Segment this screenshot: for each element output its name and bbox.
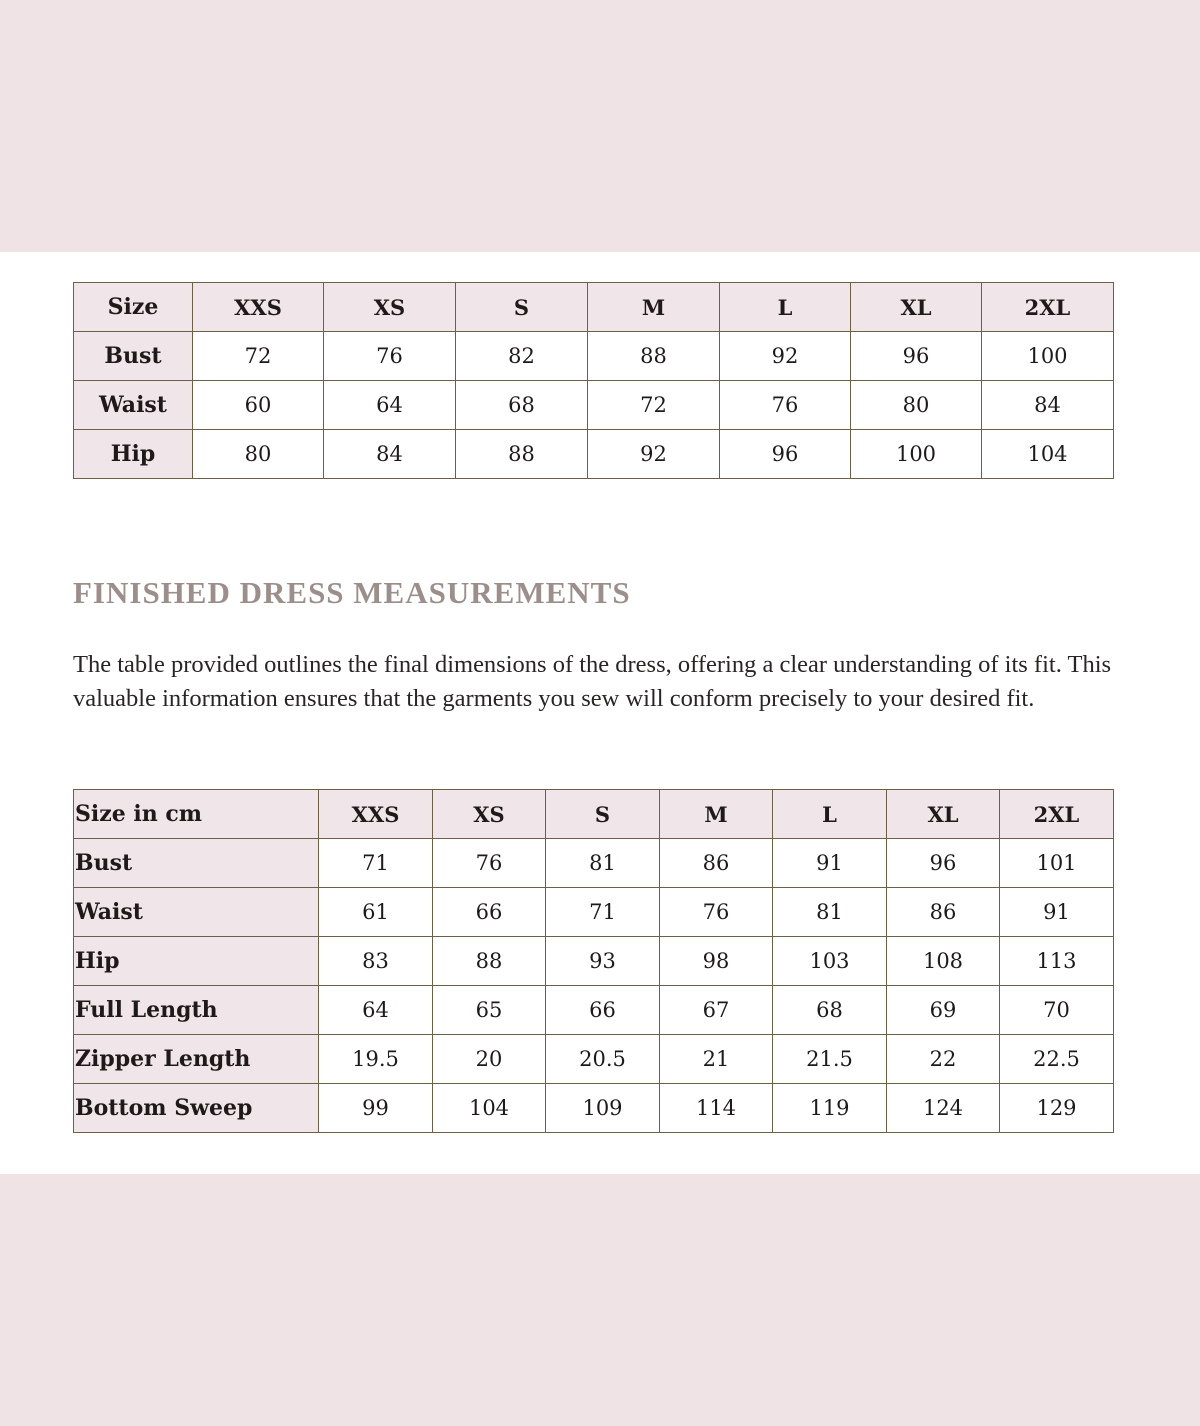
measurement-cell: 68: [456, 381, 588, 430]
measurement-cell: 113: [1000, 937, 1114, 986]
table-row: [74, 1084, 1114, 1133]
measurement-cell: 92: [720, 332, 851, 381]
row-label: Waist: [74, 888, 319, 937]
measurement-cell: 22: [887, 1035, 1000, 1084]
measurement-cell: 76: [324, 332, 456, 381]
measurement-cell: 76: [660, 888, 773, 937]
size-header-cell: 2XL: [982, 283, 1114, 332]
size-header-cell: L: [720, 283, 851, 332]
row-label: Bust: [74, 839, 319, 888]
measurement-cell: 72: [588, 381, 720, 430]
measurement-cell: 86: [660, 839, 773, 888]
measurement-cell: 96: [851, 332, 982, 381]
table-row: [74, 986, 1114, 1035]
measurement-cell: 21: [660, 1035, 773, 1084]
size-header-cell: XL: [887, 790, 1000, 839]
measurement-cell: 66: [433, 888, 546, 937]
table-row: [74, 888, 1114, 937]
measurement-cell: 88: [588, 332, 720, 381]
size-header-cell: S: [546, 790, 660, 839]
measurement-cell: 100: [982, 332, 1114, 381]
measurement-cell: 65: [433, 986, 546, 1035]
measurement-cell: 70: [1000, 986, 1114, 1035]
measurement-cell: 60: [193, 381, 324, 430]
measurement-cell: 88: [456, 430, 588, 479]
measurement-cell: 67: [660, 986, 773, 1035]
size-header-cell: M: [660, 790, 773, 839]
section-description: The table provided outlines the final dimensions of the dress, offering a clear understanding of its fit. This valuable information ensures that the garments you sew will conform precisely to your desired fit.: [73, 651, 1112, 712]
size-header-cell: XS: [324, 283, 456, 332]
table-row: [74, 937, 1114, 986]
table-row: [74, 381, 1114, 430]
row-label: Bottom Sweep: [74, 1084, 319, 1133]
measurement-cell: 68: [773, 986, 887, 1035]
measurement-cell: 114: [660, 1084, 773, 1133]
measurement-cell: 66: [546, 986, 660, 1035]
row-label: Bust: [74, 332, 193, 381]
size-header-cell: 2XL: [1000, 790, 1114, 839]
measurement-cell: 91: [1000, 888, 1114, 937]
finished-dress-measurements-table: [73, 789, 1114, 1133]
measurement-cell: 20.5: [546, 1035, 660, 1084]
measurement-cell: 104: [982, 430, 1114, 479]
measurement-cell: 108: [887, 937, 1000, 986]
measurement-cell: 119: [773, 1084, 887, 1133]
measurement-cell: 91: [773, 839, 887, 888]
size-header-cell: XS: [433, 790, 546, 839]
size-header-cell: L: [773, 790, 887, 839]
top-background-band: [0, 0, 1200, 252]
size-header-cell: XXS: [193, 283, 324, 332]
measurement-cell: 96: [887, 839, 1000, 888]
measurement-cell: 81: [773, 888, 887, 937]
size-header-cell: XXS: [319, 790, 433, 839]
measurement-cell: 64: [319, 986, 433, 1035]
measurement-cell: 64: [324, 381, 456, 430]
measurement-cell: 83: [319, 937, 433, 986]
measurement-cell: 124: [887, 1084, 1000, 1133]
measurement-cell: 84: [982, 381, 1114, 430]
measurement-cell: 103: [773, 937, 887, 986]
measurement-cell: 20: [433, 1035, 546, 1084]
size-column-header: Size: [74, 283, 193, 332]
measurement-cell: 71: [319, 839, 433, 888]
body-measurements-table: [73, 282, 1114, 479]
row-label: Hip: [74, 430, 193, 479]
measurement-cell: 76: [433, 839, 546, 888]
measurement-cell: 101: [1000, 839, 1114, 888]
table-row: [74, 332, 1114, 381]
measurement-cell: 104: [433, 1084, 546, 1133]
bottom-background-band: [0, 1174, 1200, 1426]
row-label: Hip: [74, 937, 319, 986]
table-row: [74, 839, 1114, 888]
measurement-cell: 61: [319, 888, 433, 937]
size-column-header: Size in cm: [74, 790, 319, 839]
size-header-cell: XL: [851, 283, 982, 332]
header-row: [74, 283, 1114, 332]
row-label: Full Length: [74, 986, 319, 1035]
measurement-cell: 84: [324, 430, 456, 479]
table-row: [74, 1035, 1114, 1084]
measurement-cell: 129: [1000, 1084, 1114, 1133]
measurement-cell: 96: [720, 430, 851, 479]
measurement-cell: 80: [851, 381, 982, 430]
measurement-cell: 109: [546, 1084, 660, 1133]
size-header-cell: M: [588, 283, 720, 332]
measurement-cell: 82: [456, 332, 588, 381]
row-label: Zipper Length: [74, 1035, 319, 1084]
measurement-cell: 72: [193, 332, 324, 381]
table-row: [74, 430, 1114, 479]
measurement-cell: 80: [193, 430, 324, 479]
measurement-cell: 19.5: [319, 1035, 433, 1084]
measurement-cell: 88: [433, 937, 546, 986]
measurement-cell: 99: [319, 1084, 433, 1133]
section-title: FINISHED DRESS MEASUREMENTS: [73, 575, 631, 610]
size-header-cell: S: [456, 283, 588, 332]
measurement-cell: 21.5: [773, 1035, 887, 1084]
measurement-cell: 81: [546, 839, 660, 888]
measurement-cell: 86: [887, 888, 1000, 937]
measurement-cell: 98: [660, 937, 773, 986]
measurement-cell: 92: [588, 430, 720, 479]
measurement-cell: 71: [546, 888, 660, 937]
measurement-cell: 93: [546, 937, 660, 986]
measurement-cell: 69: [887, 986, 1000, 1035]
measurement-cell: 22.5: [1000, 1035, 1114, 1084]
header-row: [74, 790, 1114, 839]
measurement-cell: 100: [851, 430, 982, 479]
row-label: Waist: [74, 381, 193, 430]
measurement-cell: 76: [720, 381, 851, 430]
